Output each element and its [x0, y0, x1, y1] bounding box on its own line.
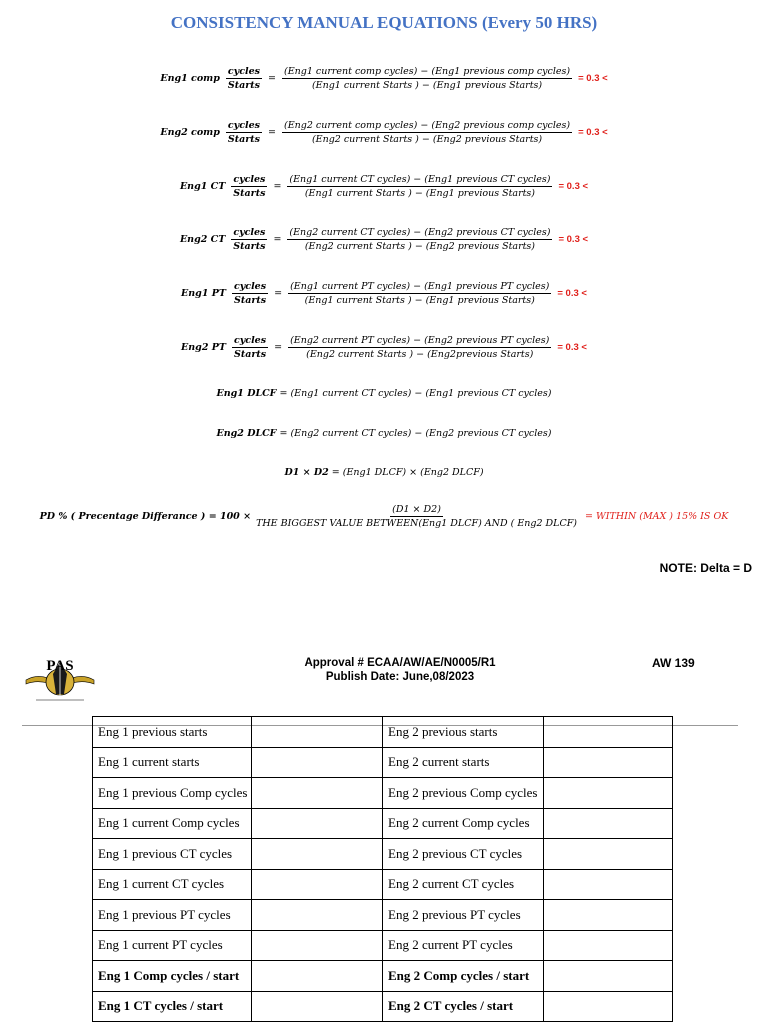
equation-fraction: $\frac{(D1 \times D2)}{\text{THE BIGGEST VALUE BETWEEN(Eng1 DLCF) AND ( Eng2 DLCF)}}$: [256, 504, 578, 529]
equation-eng1-dlcf: [0, 388, 768, 399]
equation-lhs: Eng1 DLCF: [216, 388, 277, 399]
value-cell-eng1[interactable]: [252, 747, 383, 778]
equation-eng2-pt: Eng2 PT $\frac{\text{cycles}}{\text{Starts}}$ = $\frac{\text{(Eng2 current PT cycles) − (Eng2 previous PT cycles)}}{\text{(Eng2 current Starts ) − (Eng2previous Starts)}}$ = 0.3 <: [181, 335, 587, 360]
equation-lhs: D1 × D2: [284, 467, 329, 478]
value-cell-eng1[interactable]: [252, 930, 383, 961]
value-cell-eng2[interactable]: [544, 961, 673, 992]
equation-lhs: Eng1 comp: [160, 73, 220, 84]
value-cell-eng2[interactable]: [544, 717, 673, 748]
equation-threshold: = 0.3 <: [578, 127, 608, 138]
value-cell-eng1[interactable]: [252, 900, 383, 931]
equation-lhs: Eng1 PT: [181, 288, 226, 299]
row-label-eng1: Eng 1 current Comp cycles: [93, 808, 252, 839]
company-logo: [22, 652, 98, 704]
value-cell-eng2[interactable]: [544, 900, 673, 931]
value-cell-eng1[interactable]: [252, 961, 383, 992]
publish-date: Publish Date: June,08/2023: [325, 671, 475, 683]
row-label-eng1: Eng 1 current starts: [93, 747, 252, 778]
equation-lhs: Eng2 CT: [179, 234, 226, 245]
equation-eng1-pt: Eng1 PT $\frac{\text{cycles}}{\text{Starts}}$ = $\frac{\text{(Eng1 current PT cycles) − (Eng1 previous PT cycles)}}{\text{(Eng1 current Starts ) − (Eng1 previous Starts)}}$ = 0.3 <: [181, 281, 587, 306]
table-row: [93, 747, 673, 778]
equation-threshold: = WITHIN (MAX ) 15% IS OK: [585, 511, 729, 522]
row-label-eng2: Eng 2 Comp cycles / start: [383, 961, 544, 992]
table-row: [93, 930, 673, 961]
value-cell-eng2[interactable]: [544, 869, 673, 900]
equation-percentage-difference: [0, 504, 768, 529]
value-cell-eng1[interactable]: [252, 869, 383, 900]
cycles-per-starts-fraction: $\frac{\text{cycles}}{\text{Starts}}$: [233, 227, 266, 252]
equation-lhs: Eng2 PT: [181, 342, 226, 353]
row-label-eng1: Eng 1 Comp cycles / start: [93, 961, 252, 992]
equation-lhs: Eng2 DLCF: [216, 428, 277, 439]
equation-rhs: = (Eng1 current CT cycles) − (Eng1 previous CT cycles): [279, 388, 552, 399]
row-label-eng1: Eng 1 current CT cycles: [93, 869, 252, 900]
cycles-per-starts-fraction: $\frac{\text{cycles}}{\text{Starts}}$: [233, 281, 267, 306]
equation-lhs: Eng2 comp: [160, 127, 220, 138]
row-label-eng1: Eng 1 previous PT cycles: [93, 900, 252, 931]
table-row: [93, 961, 673, 992]
equation-lhs: Eng1 CT: [179, 181, 226, 192]
logo-text: PAS: [46, 658, 74, 674]
aircraft-model: AW 139: [652, 656, 695, 670]
equation-threshold: = 0.3 <: [557, 342, 587, 353]
cycles-per-starts-fraction: $\frac{\text{cycles}}{\text{Starts}}$: [233, 335, 267, 360]
table-row: [93, 778, 673, 809]
value-cell-eng2[interactable]: [544, 778, 673, 809]
cycles-per-starts-fraction: $\frac{\text{cycles}}{\text{Starts}}$: [227, 66, 261, 91]
value-cell-eng1[interactable]: [252, 839, 383, 870]
equation-threshold: = 0.3 <: [557, 288, 587, 299]
document-header: [270, 656, 530, 684]
equation-threshold: = 0.3 <: [558, 181, 589, 192]
equation-eng2-ct: Eng2 CT $\frac{\text{cycles}}{\text{Starts}}$ = $\frac{\text{(Eng2 current CT cycles) − (Eng2 previous CT cycles)}}{\text{(Eng2 current Starts ) − (Eng2 previous Starts)}}$ = 0.3 <: [179, 227, 589, 252]
equation-fraction: $\frac{\text{(Eng1 current CT cycles) − (Eng1 previous CT cycles)}}{\text{(Eng1 current Starts ) − (Eng1 previous Starts)}}$: [289, 174, 551, 199]
row-label-eng2: Eng 2 current starts: [383, 747, 544, 778]
value-cell-eng1[interactable]: [252, 778, 383, 809]
row-label-eng2: Eng 2 previous starts: [383, 717, 544, 748]
row-label-eng2: Eng 2 previous CT cycles: [383, 839, 544, 870]
table-row: [93, 991, 673, 1022]
equation-fraction: $\frac{\text{(Eng2 current CT cycles) − (Eng2 previous CT cycles)}}{\text{(Eng2 current Starts ) − (Eng2 previous Starts)}}$: [289, 227, 551, 252]
equation-eng2-comp: Eng2 comp $\frac{\text{cycles}}{\text{Starts}}$ = $\frac{\text{(Eng2 current comp cycles) − (Eng2 previous comp cycles)}}{\text{(Eng2 current Starts ) − (Eng2 previous Starts)}}$ = 0.3 <: [160, 120, 608, 145]
table-row: [93, 839, 673, 870]
value-cell-eng1[interactable]: [252, 991, 383, 1022]
row-label-eng2: Eng 2 previous Comp cycles: [383, 778, 544, 809]
row-label-eng2: Eng 2 current PT cycles: [383, 930, 544, 961]
value-cell-eng1[interactable]: [252, 808, 383, 839]
page-title: CONSISTENCY MANUAL EQUATIONS (Every 50 HRS): [170, 13, 598, 32]
equation-eng2-dlcf: [0, 428, 768, 439]
value-cell-eng2[interactable]: [544, 930, 673, 961]
table-row: [93, 869, 673, 900]
value-cell-eng2[interactable]: [544, 747, 673, 778]
equation-eng1-comp: Eng1 comp $\frac{\text{cycles}}{\text{Starts}}$ = $\frac{\text{(Eng1 current comp cycles) − (Eng1 previous comp cycles)}}{\text{(Eng1 current Starts ) − (Eng1 previous Starts)}}$ = 0.3 <: [160, 66, 608, 91]
equation-threshold: = 0.3 <: [578, 73, 608, 84]
value-cell-eng2[interactable]: [544, 808, 673, 839]
equation-fraction: $\frac{\text{(Eng2 current comp cycles) − (Eng2 previous comp cycles)}}{\text{(Eng2 current Starts ) − (Eng2 previous Starts)}}$: [283, 120, 571, 145]
row-label-eng2: Eng 2 CT cycles / start: [383, 991, 544, 1022]
row-label-eng2: Eng 2 current CT cycles: [383, 869, 544, 900]
equation-d1-d2: [0, 467, 768, 478]
value-cell-eng2[interactable]: [544, 839, 673, 870]
equation-fraction: $\frac{\text{(Eng1 current comp cycles) − (Eng1 previous comp cycles)}}{\text{(Eng1 current Starts ) − (Eng1 previous Starts)}}$: [283, 66, 571, 91]
equation-rhs: = (Eng1 DLCF) × (Eng2 DLCF): [331, 467, 484, 478]
equation-fraction: $\frac{\text{(Eng2 current PT cycles) − (Eng2 previous PT cycles)}}{\text{(Eng2 current Starts ) − (Eng2previous Starts)}}$: [290, 335, 550, 360]
equation-eng1-ct: Eng1 CT $\frac{\text{cycles}}{\text{Starts}}$ = $\frac{\text{(Eng1 current CT cycles) − (Eng1 previous CT cycles)}}{\text{(Eng1 current Starts ) − (Eng1 previous Starts)}}$ = 0.3 <: [179, 174, 589, 199]
approval-number: Approval # ECAA/AW/AE/N0005/R1: [304, 657, 496, 669]
row-label-eng1: Eng 1 previous Comp cycles: [93, 778, 252, 809]
note-text: NOTE: Delta = D: [659, 561, 752, 575]
row-label-eng1: Eng 1 CT cycles / start: [93, 991, 252, 1022]
equation-rhs: = (Eng2 current CT cycles) − (Eng2 previous CT cycles): [279, 428, 552, 439]
engine-cycles-table: [92, 716, 673, 1022]
equation-lhs: PD % ( Precentage Differance ) = 100 ×: [39, 511, 252, 522]
table-row: [93, 808, 673, 839]
row-label-eng2: Eng 2 current Comp cycles: [383, 808, 544, 839]
cycles-per-starts-fraction: $\frac{\text{cycles}}{\text{Starts}}$: [227, 120, 261, 145]
row-label-eng1: Eng 1 current PT cycles: [93, 930, 252, 961]
row-label-eng2: Eng 2 previous PT cycles: [383, 900, 544, 931]
value-cell-eng2[interactable]: [544, 991, 673, 1022]
table-row: [93, 717, 673, 748]
cycles-per-starts-fraction: $\frac{\text{cycles}}{\text{Starts}}$: [233, 174, 266, 199]
equation-threshold: = 0.3 <: [558, 234, 589, 245]
value-cell-eng1[interactable]: [252, 717, 383, 748]
row-label-eng1: Eng 1 previous CT cycles: [93, 839, 252, 870]
row-label-eng1: Eng 1 previous starts: [93, 717, 252, 748]
table-row: [93, 900, 673, 931]
equation-fraction: $\frac{\text{(Eng1 current PT cycles) − (Eng1 previous PT cycles)}}{\text{(Eng1 current Starts ) − (Eng1 previous Starts)}}$: [290, 281, 550, 306]
